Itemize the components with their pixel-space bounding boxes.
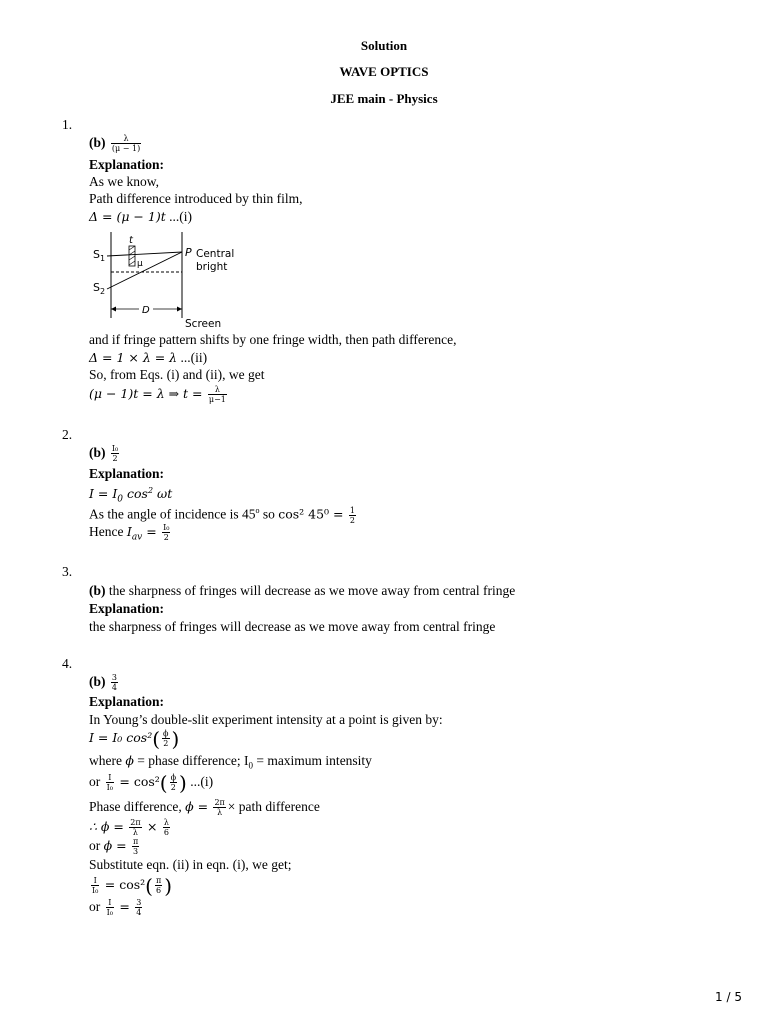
- text-line: and if fringe pattern shifts by one fringe width, then path difference,: [89, 332, 457, 347]
- text-line: the sharpness of fringes will decrease as we move away from central fringe: [89, 619, 496, 634]
- equation-line: $\frac{I}{\text{I₀}}$ = cos²( $\frac{\pi}{6}$ ): [92, 873, 173, 898]
- text-line: Hence $I_{av}$ = $\frac{\text{I₀}}{2}$: [89, 523, 170, 543]
- double-slit-diagram: [89, 228, 239, 332]
- question-number: 3.: [62, 564, 73, 579]
- text-line: Phase difference, ϕ = $\frac{2\pi}{\lambda}$ × path difference: [89, 798, 320, 818]
- equation-line: $I = I_0$ $\cos^2 \omega t$: [89, 486, 173, 505]
- diagram-label-d: D: [142, 305, 150, 316]
- doc-topic: WAVE OPTICS: [339, 64, 429, 79]
- equation-line: or $\frac{I}{\text{I₀}}$ = $\frac{3}{4}$: [89, 898, 142, 918]
- diagram-label-central: Central: [196, 248, 235, 260]
- equation-line: Δ = 1 × λ = λ ...(ii): [89, 350, 208, 365]
- text-line: where ϕ = phase difference; $I_0$ = maximum intensity: [89, 753, 372, 771]
- explanation-label: Explanation:: [89, 694, 165, 709]
- text-line: As the angle of incidence is 45$^o$ so cos² 45⁰ = $\frac{1}{2}$: [89, 505, 355, 525]
- text-line: Path difference introduced by thin film,: [89, 191, 303, 206]
- option-label: (b): [89, 135, 106, 150]
- explanation-label: Explanation:: [89, 466, 165, 481]
- equation-line: (μ − 1)t = λ ⇒ t = $\frac{\lambda}{\mu-1}$: [89, 385, 226, 405]
- diagram-label-p: P: [185, 246, 192, 259]
- question-number: 4.: [62, 656, 73, 671]
- page-indicator: 1 / 5: [715, 990, 742, 1004]
- diagram-label-t: t: [129, 235, 133, 246]
- doc-course: JEE main - Physics: [330, 91, 438, 106]
- explanation-label: Explanation:: [89, 157, 165, 172]
- equation-line: or $\frac{I}{\text{I₀}}$ = cos²( $\frac{\phi}{2}$ ) ...(i): [89, 770, 214, 795]
- text-line: As we know,: [89, 174, 159, 189]
- question-number: 2.: [62, 427, 73, 442]
- text-line: In Young’s double-slit experiment intensity at a point is given by:: [89, 712, 443, 727]
- equation-line: I = I₀ cos²( $\frac{\phi}{2}$ ): [89, 726, 180, 751]
- diagram-label-mu: μ: [137, 259, 143, 269]
- question-number: 1.: [62, 117, 73, 132]
- text-line: Substitute eqn. (ii) in eqn. (i), we get;: [89, 857, 292, 872]
- diagram-label-s2: $S_2$: [93, 281, 106, 296]
- equation-line: or ϕ = $\frac{\pi}{3}$: [89, 837, 139, 857]
- answer-line: (b) $\frac{\text{I₀}}{2}$: [89, 444, 119, 464]
- equation-line: ∴ ϕ = $\frac{2\pi}{\lambda}$ × $\frac{\lambda}{6}$: [89, 818, 169, 838]
- doc-title: Solution: [360, 38, 408, 53]
- answer-line: [89, 134, 143, 153]
- diagram-label-s1: $S_1$: [93, 248, 106, 263]
- equation-line: Δ = (μ − 1)t ...(i): [89, 209, 192, 224]
- answer-line: (b) $\frac{3}{4}$: [89, 673, 117, 693]
- explanation-label: Explanation:: [89, 601, 165, 616]
- answer-fraction: $\frac{\lambda}{(\mu - 1)}$: [111, 134, 141, 154]
- diagram-label-bright: bright: [196, 261, 228, 273]
- answer-line: (b) the sharpness of fringes will decrease as we move away from central fringe: [89, 583, 516, 598]
- text-line: So, from Eqs. (i) and (ii), we get: [89, 367, 265, 382]
- diagram-label-screen: Screen: [185, 318, 222, 330]
